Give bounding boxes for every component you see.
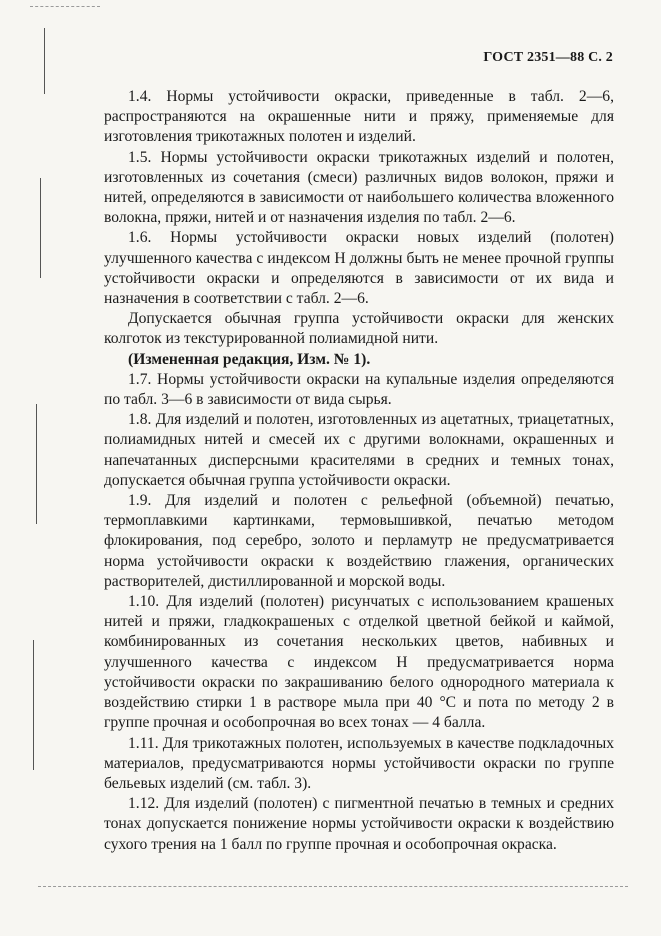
- scan-artifact-bottom: [38, 886, 628, 887]
- document-body: [104, 87, 614, 855]
- paragraph: 1.11. Для трикотажных полотен, используемых в качестве подкладочных материалов, предусматриваются нормы устойчивости окраски по группе бельевых изделий (см. табл. 3).: [104, 734, 614, 792]
- scan-artifact-top: [30, 6, 100, 7]
- scan-artifact-left-1: [44, 28, 45, 94]
- paragraph: 1.4. Нормы устойчивости окраски, приведенные в табл. 2—6, распространяются на окрашенные нити и пряжу, применяемые для изготовления трикотажных полотен и изделий.: [104, 88, 614, 146]
- paragraph: Допускается обычная группа устойчивости окраски для женских колготок из текстурированной полиамидной нити.: [104, 310, 614, 348]
- scan-artifact-left-4: [33, 640, 34, 770]
- paragraph: 1.10. Для изделий (полотен) рисунчатых с использованием крашеных нитей и пряжи, гладкокрашеных с отделкой цветной бейкой и каймой, комбинированных из сочетания нескольких цветов, набивных и улучшенного качества с индексом Н предусматривается норма устойчивости окраски по закрашиванию белого однородного материала к воздействию стирки 1 в растворе мыла при 40 °С и пота по методу 2 в группе прочная и особопрочная во всех тонах — 4 балла.: [104, 593, 614, 732]
- paragraph: 1.9. Для изделий и полотен с рельефной (объемной) печатью, термоплавкими картинками, термовышивкой, печатью методом флокирования, под серебро, золото и перламутр не предусматривается норма устойчивости окраски к воздействию глажения, органических растворителей, дистиллированной и морской воды.: [104, 492, 614, 590]
- paragraph: 1.7. Нормы устойчивости окраски на купальные изделия определяются по табл. 3—6 в зависимости от вида сырья.: [104, 370, 614, 409]
- scan-artifact-left-3: [36, 404, 37, 524]
- paragraph: 1.6. Нормы устойчивости окраски новых изделий (полотен) улучшенного качества с индексом Н должны быть не менее прочной группы устойчивости окраски и определяются в зависимости от их вида и назначения в соответствии с табл. 2—6.: [104, 229, 614, 308]
- paragraph: 1.8. Для изделий и полотен, изготовленных из ацетатных, триацетатных, полиамидных нитей и смесей их с другими волокнами, окрашенных и напечатанных дисперсными красителями в средних и темных тонах, допускается обычная группа устойчивости окраски.: [104, 411, 614, 489]
- page-header: ГОСТ 2351—88 С. 2: [483, 50, 613, 65]
- paragraph: 1.12. Для изделий (полотен) с пигментной печатью в темных и средних тонах допускается понижение нормы устойчивости окраски к воздействию сухого трения на 1 балл по группе прочная и особопрочная окраска.: [104, 795, 614, 853]
- amendment-note: (Измененная редакция, Изм. № 1).: [128, 350, 371, 368]
- scan-artifact-left-2: [40, 178, 41, 278]
- paragraph: 1.5. Нормы устойчивости окраски трикотажных изделий и полотен, изготовленных из сочетания (смеси) различных видов волокон, пряжи и нитей, определяются в зависимости от наибольшего количества вложенного волокна, пряжи, нитей и от назначения изделия по табл. 2—6.: [104, 148, 614, 227]
